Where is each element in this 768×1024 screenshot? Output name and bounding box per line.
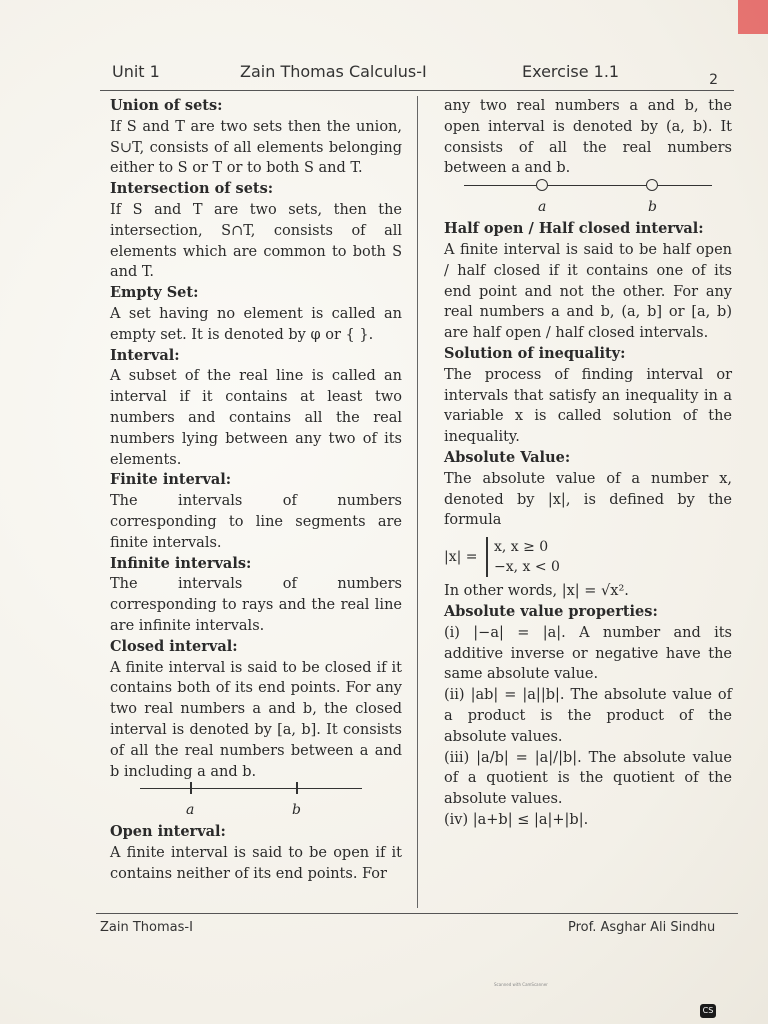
interval-text: A subset of the real line is called an interval if it contains at least two numbers and contains all the real numbers lying between any two of its elements.	[110, 368, 402, 468]
endpoint-a-label: a	[186, 802, 195, 819]
half-open-heading: Half open / Half closed interval:	[444, 220, 704, 238]
number-line-axis	[140, 788, 362, 789]
open-endpoint-b	[646, 179, 658, 191]
endpoint-b-tick	[296, 782, 298, 794]
right-column	[444, 96, 732, 831]
intersection-text: If S and T are two sets, then the intersection, S∩T, consists of all elements which are common to both S and T.	[110, 201, 402, 281]
endpoint-b-label: b	[648, 199, 657, 216]
union-heading: Union of sets:	[110, 97, 223, 114]
footer-left: Zain Thomas-I	[100, 920, 193, 935]
inequality-heading: Solution of inequality:	[444, 344, 626, 362]
finite-interval-heading: Finite interval:	[110, 471, 232, 489]
case-nonnegative: x, x ≥ 0	[493, 539, 549, 556]
union-text: If S and T are two sets then the union, S∪T, consists of all elements belonging either to S or T or to both S and T.	[110, 118, 402, 177]
empty-set-text: A set having no element is called an empty set. It is denoted by φ or { }.	[110, 305, 402, 343]
empty-set-heading: Empty Set:	[110, 284, 199, 302]
left-column	[110, 96, 402, 885]
interval-heading: Interval:	[110, 346, 180, 364]
absolute-value-text: The absolute value of a number x, denoted by |x|, is defined by the formula	[444, 470, 732, 529]
case-negative: −x, x < 0	[493, 559, 560, 576]
closed-interval-text: A finite interval is said to be closed if it contains both of its end points. For any two real numbers a and b, the closed interval is denoted by [a, b]. It consists of all the real numbers between a and b including a and b.	[110, 659, 402, 780]
unit-label: Unit 1	[112, 62, 160, 81]
closed-interval-number-line	[110, 782, 402, 822]
property-1: (i) |−a| = |a|. A number and its additive inverse or negative have the same absolute value.	[444, 624, 732, 683]
camscanner-badge: CS	[700, 1004, 716, 1018]
formula-lhs: |x| =	[444, 549, 478, 566]
exercise-label: Exercise 1.1	[522, 62, 620, 81]
header-rule	[100, 90, 734, 91]
page-header	[110, 58, 732, 88]
endpoint-a-label: a	[538, 199, 547, 216]
red-corner-mark	[738, 0, 768, 34]
inequality-text: The process of finding interval or intervals that satisfy an inequality in a variable x is called solution of the inequality.	[444, 366, 732, 446]
other-words-text: In other words, |x| = √x².	[444, 583, 629, 600]
open-endpoint-a	[536, 179, 548, 191]
footer-rule	[96, 913, 738, 914]
footer-right: Prof. Asghar Ali Sindhu	[568, 920, 716, 935]
infinite-intervals-heading: Infinite intervals:	[110, 554, 252, 572]
finite-interval-text: The intervals of numbers corresponding to line segments are finite intervals.	[110, 493, 402, 551]
absolute-value-formula	[444, 537, 732, 577]
column-separator	[417, 96, 418, 908]
closed-interval-heading: Closed interval:	[110, 637, 238, 655]
page-number: 2	[709, 72, 718, 88]
piecewise-cases	[486, 537, 560, 577]
property-4: (iv) |a+b| ≤ |a|+|b|.	[444, 811, 589, 828]
property-3: (iii) |a/b| = |a|/|b|. The absolute value of a quotient is the quotient of the absolute values.	[444, 749, 732, 808]
open-interval-text: A finite interval is said to be open if it contains neither of its end points. For	[110, 845, 402, 882]
infinite-intervals-text: The intervals of numbers corresponding to rays and the real line are infinite intervals.	[110, 576, 402, 634]
half-open-text: A finite interval is said to be half open / half closed if it contains one of its end point and not the other. For any real numbers a and b, (a, b] or [a, b) are half open / half closed intervals.	[444, 241, 732, 342]
intersection-heading: Intersection of sets:	[110, 180, 274, 198]
endpoint-a-tick	[190, 782, 192, 794]
property-2: (ii) |ab| = |a||b|. The absolute value of a product is the product of the absolute values.	[444, 687, 732, 745]
endpoint-b-label: b	[292, 802, 301, 819]
open-interval-heading: Open interval:	[110, 823, 226, 841]
number-line-axis	[464, 185, 712, 186]
absolute-value-heading: Absolute Value:	[444, 448, 571, 466]
properties-heading: Absolute value properties:	[444, 602, 658, 620]
scanner-watermark: Scanned with CamScanner	[494, 982, 548, 987]
open-interval-number-line	[444, 179, 732, 219]
open-interval-continued: any two real numbers a and b, the open interval is denoted by (a, b). It consists of all the real numbers between a and b.	[444, 98, 732, 177]
book-title: Zain Thomas Calculus-I	[240, 62, 427, 81]
